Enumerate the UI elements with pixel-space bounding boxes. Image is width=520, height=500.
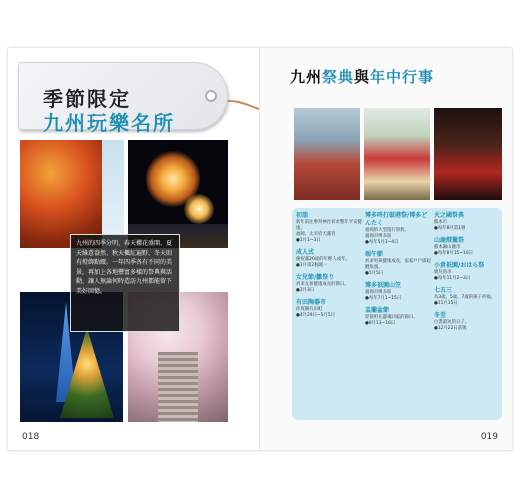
- event-date: ●8月13~16日: [365, 321, 396, 326]
- title-part-highlight: 祭典: [322, 68, 355, 86]
- magazine-spread: [8, 48, 512, 450]
- event-name: 山鹿燈籠祭: [434, 237, 465, 244]
- event-name: 七五三: [434, 287, 453, 294]
- event-date: ●12月22日前後: [434, 326, 467, 331]
- event-date: ●每年5月3~4日: [365, 240, 399, 245]
- event-item: [434, 237, 500, 257]
- event-item: [365, 212, 431, 246]
- event-name: 有田陶器市: [296, 299, 327, 306]
- event-date: ●1月第2個週一: [296, 263, 328, 268]
- stone-steps: [158, 352, 198, 422]
- event-name: 盂蘭盆節: [365, 307, 390, 314]
- event-name: 初詣: [296, 212, 309, 219]
- event-name: 冬至: [434, 312, 447, 319]
- event-location: 福岡市博多區: [365, 290, 392, 295]
- event-item: [296, 249, 362, 269]
- events-panel: [292, 208, 502, 420]
- event-date: ●3月3日: [296, 288, 315, 293]
- event-location: 佐賀縣有田町: [296, 307, 323, 312]
- title-part: 九州: [290, 68, 323, 86]
- event-location: 福岡、太宰府天滿宮: [296, 232, 336, 237]
- event-date: ●每年7月1~15日: [365, 296, 402, 301]
- event-description: 白晝最短的日子。: [434, 320, 470, 325]
- event-description: 慶祝滿20歲的年輕人成年。: [296, 257, 350, 262]
- event-name: 成人式: [296, 249, 315, 256]
- photo-yamakasa-float: [434, 108, 502, 200]
- title-part: 與: [354, 68, 371, 86]
- events-column-2: [365, 212, 431, 332]
- event-item: [296, 299, 362, 319]
- event-location: 熊本縣山鹿市: [434, 245, 461, 250]
- intro-caption: 九州的四季分明，春天櫻花盛開、夏天綠意盎然、秋天楓紅遍野、冬天則有燈飾點綴。一年四季各有不同的美景，再加上各地豐富多樣的祭典與活動，讓人無論何時造訪九州都能留下美好回憶。: [70, 234, 180, 332]
- events-title: [290, 66, 434, 87]
- event-date: ●每年8月15~16日: [434, 251, 474, 256]
- event-item: [434, 212, 500, 232]
- events-column-3: [434, 212, 500, 337]
- title-tag: [18, 62, 228, 135]
- event-date: ●4月29日~5月5日: [296, 313, 336, 318]
- page-title-line2: 九州玩樂名所: [43, 111, 175, 135]
- event-name: 博多祇園山笠: [365, 282, 402, 289]
- event-date: ●5月5日: [365, 271, 384, 276]
- page-number-right: 019: [480, 432, 498, 442]
- photo-autumn-sky: [102, 140, 124, 248]
- event-name: 端午節: [365, 251, 384, 258]
- page-title-line1: 季節限定: [43, 87, 131, 111]
- event-description: 祈求女孩健康成長的節日。: [296, 282, 349, 287]
- event-date: ●每年11月2~3日: [434, 276, 471, 281]
- event-item: [365, 282, 431, 302]
- event-name: 女兒節/雛祭り: [296, 274, 335, 281]
- event-name: 火之國祭典: [434, 212, 465, 219]
- event-item: [434, 312, 500, 332]
- tag-hole-icon: [205, 90, 217, 102]
- event-item: [434, 287, 500, 307]
- title-part-highlight: 年中行事: [370, 68, 435, 86]
- photo-festival-parade: [294, 108, 360, 200]
- event-description: 為3歲、5歲、7歲的孩子祈福。: [434, 295, 496, 300]
- event-name: 博多咚打鼓港祭/博多どんたく: [365, 212, 428, 227]
- event-description: 福岡的大型遊行祭典。: [365, 228, 409, 233]
- event-item: [365, 307, 431, 327]
- event-item: [296, 212, 362, 244]
- left-page: [8, 48, 260, 450]
- photo-hina-dolls: [364, 108, 430, 200]
- event-description: 祈求男孩健康成長，家家戶戶掛起鯉魚旗。: [365, 259, 431, 270]
- event-location: 熊本市: [434, 220, 448, 225]
- firework-burst: [184, 194, 214, 224]
- events-column-1: [296, 212, 362, 324]
- event-description: 新年前往參拜神社祈求整年平安健康。: [296, 220, 362, 231]
- event-date: ●1月1~3日: [296, 238, 321, 243]
- right-page: [260, 48, 512, 450]
- event-date: ●11月15日: [434, 301, 458, 306]
- event-description: 迎接祖先靈魂回家的節日。: [365, 315, 418, 320]
- event-location: 鹿兒島市: [434, 270, 452, 275]
- event-date: ●每年8月第1週: [434, 226, 466, 231]
- photo-fireworks: [128, 140, 228, 248]
- event-item: [296, 274, 362, 294]
- event-item: [434, 262, 500, 282]
- page-number-left: 018: [22, 432, 40, 442]
- event-item: [365, 251, 431, 277]
- event-name: 小倉祇園/おはら祭: [434, 262, 485, 269]
- event-location: 福岡市博多區: [365, 234, 392, 239]
